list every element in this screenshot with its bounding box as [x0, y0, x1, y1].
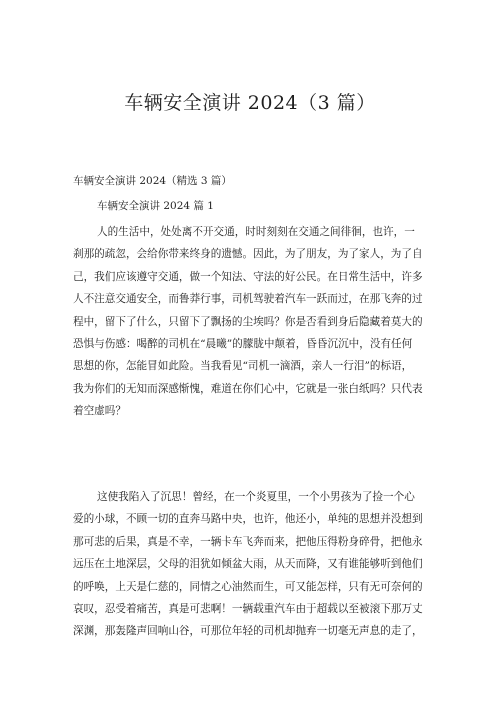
paragraph-line: 这使我陷入了沉思！曾经，在一个炎夏里，一个小男孩为了捡一个心	[97, 491, 415, 503]
paragraph-line: 着空虚吗？	[73, 405, 126, 418]
paragraph-line: 己，我们应该遵守交通，做一个知法、守法的好公民。在日常生活中，许多	[73, 270, 423, 283]
paragraph-line: 的呼唤，上天是仁慈的，同情之心油然而生，可又能怎样，只有无可奈何的	[73, 580, 423, 593]
paragraph-line: 爱的小球，不顾一切的直奔马路中央，也许，他还小，单纯的思想并没想到	[73, 513, 423, 526]
paragraph-line: 哀叹，忍受着痛苦，真是可悲啊！一辆载重汽车由于超载以至被滚下那万丈	[73, 602, 423, 615]
section-heading: 车辆安全演讲 2024 篇 1	[97, 200, 214, 212]
paragraph-line: 我为你们的无知而深感惭愧，难道在你们心中，它就是一张白纸吗？只代表	[73, 382, 423, 395]
document-title: 车辆安全演讲 2024（3 篇）	[124, 92, 376, 114]
paragraph-line: 那可悲的后果，真是不幸，一辆卡车飞奔而来，把他压得粉身碎骨，把他永	[73, 535, 423, 548]
paragraph-line: 恐惧与伤感：喝醉的司机在“晨曦”的朦胧中颠着，昏昏沉沉中，没有任何	[73, 337, 413, 350]
paragraph-line: 刹那的疏忽，会给你带来终身的遗憾。因此，为了朋友，为了家人，为了自	[73, 248, 423, 261]
paragraph-line: 深渊，那轰隆声回响山谷，可那位年轻的司机却抛弃一切毫无声息的走了，	[73, 625, 423, 638]
paragraph-line: 程中，留下了什么，只留下了飘扬的尘埃吗？你是否看到身后隐藏着莫大的	[73, 315, 423, 328]
paragraph-1	[73, 221, 433, 423]
paragraph-line: 人的生活中，处处离不开交通，时时刻刻在交通之间徘徊，也许，一	[97, 226, 415, 238]
paragraph-2	[73, 486, 433, 643]
paragraph-line: 人不注意交通安全，而鲁莽行事，司机驾驶着汽车一跃而过，在那飞奔的过	[73, 293, 423, 306]
document-subtitle: 车辆安全演讲 2024（精选 3 篇）	[73, 175, 232, 187]
paragraph-line: 远压在土地深层，父母的泪犹如倾盆大雨，从天而降，又有谁能够听到他们	[73, 558, 423, 571]
paragraph-line: 思想的你，怎能冒如此险。当我看见“司机一滴酒，亲人一行泪”的标语，	[73, 360, 413, 373]
